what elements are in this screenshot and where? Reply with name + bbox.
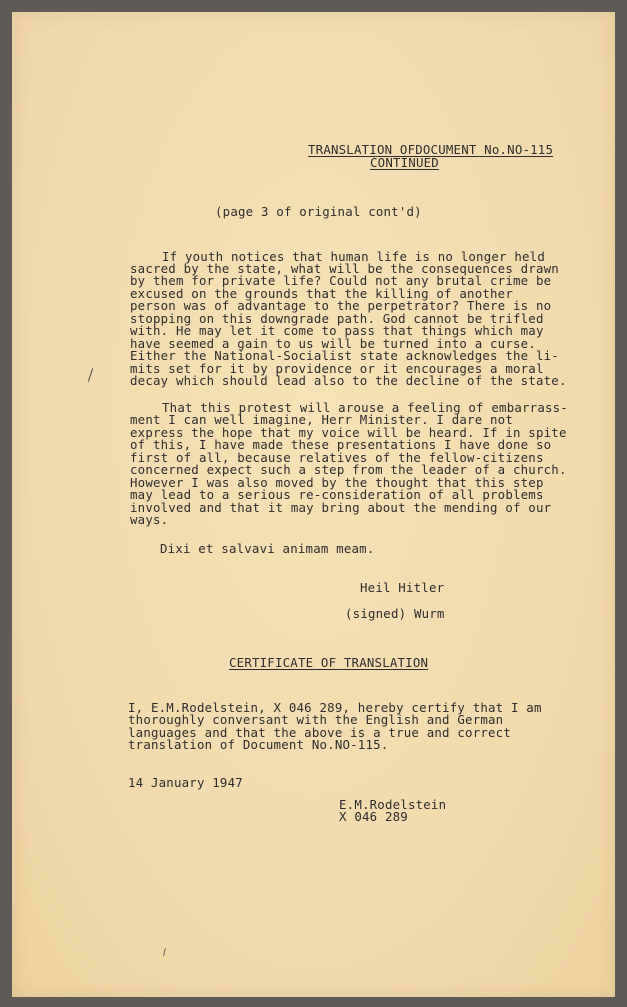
certificate-line: I, E.M.Rodelstein, X 046 289, hereby certify that I am — [128, 700, 542, 715]
paragraph-line: concerned expect such a step from the leader of a church. — [130, 462, 567, 477]
paragraph-line: may lead to a serious re-consideration of all problems — [130, 487, 544, 502]
certificate-line: thoroughly conversant with the English and German — [128, 712, 504, 727]
paragraph-line: first of all, because relatives of the fellow-citizens — [130, 450, 544, 465]
document-page — [12, 12, 615, 997]
paragraph-line: ways. — [130, 512, 169, 527]
paragraph-line: have seemed a gain to us will be turned into a curse. — [130, 336, 536, 351]
paragraph-line: ment I can well imagine, Herr Minister. I dare not — [130, 412, 513, 427]
stray-pen-mark — [163, 948, 166, 956]
paragraph-line: Either the National-Socialist state acknowledges the li- — [130, 348, 559, 363]
paragraph-line: express the hope that my voice will be heard. If in spite — [130, 425, 567, 440]
paragraph-line: sacred by the state, what will be the consequences drawn — [130, 261, 559, 276]
paragraph-line: If youth notices that human life is no longer held — [162, 249, 545, 264]
certificate-date: 14 January 1947 — [128, 775, 243, 790]
paragraph-line: of this, I have made these presentations I have done so — [130, 437, 552, 452]
paragraph-line: by them for private life? Could not any brutal crime be — [130, 273, 552, 288]
margin-pen-mark — [88, 368, 93, 382]
salutation: Heil Hitler — [360, 580, 445, 595]
paragraph-line: person was of advantage to the perpetrator? There is no — [130, 298, 552, 313]
paragraph-line: decay which should lead also to the decline of the state. — [130, 373, 567, 388]
paragraph-line: involved and that it may bring about the mending of our — [130, 500, 552, 515]
certificate-line: translation of Document No.NO-115. — [128, 737, 389, 752]
paragraph-line: mits set for it by providence or it encourages a moral — [130, 361, 544, 376]
certificate-heading: CERTIFICATE OF TRANSLATION — [229, 655, 429, 670]
paragraph-line: That this protest will arouse a feeling of embarrass- — [162, 400, 568, 415]
document-title: TRANSLATION OFDOCUMENT No.NO-115 — [308, 142, 554, 157]
translator-name: E.M.Rodelstein — [339, 797, 447, 812]
page-note: (page 3 of original cont'd) — [215, 204, 422, 219]
paragraph-line: stopping on this downgrade path. God cannot be trifled — [130, 311, 544, 326]
translator-id: X 046 289 — [339, 809, 408, 824]
closing-latin: Dixi et salvavi animam meam. — [160, 541, 375, 556]
certificate-line: languages and that the above is a true and correct — [128, 725, 511, 740]
document-subtitle: CONTINUED — [370, 155, 439, 170]
signature: (signed) Wurm — [345, 606, 445, 621]
paragraph-line: with. He may let it come to pass that things which may — [130, 323, 544, 338]
paragraph-line: excused on the grounds that the killing of another — [130, 286, 513, 301]
paragraph-line: However I was also moved by the thought that this step — [130, 475, 544, 490]
